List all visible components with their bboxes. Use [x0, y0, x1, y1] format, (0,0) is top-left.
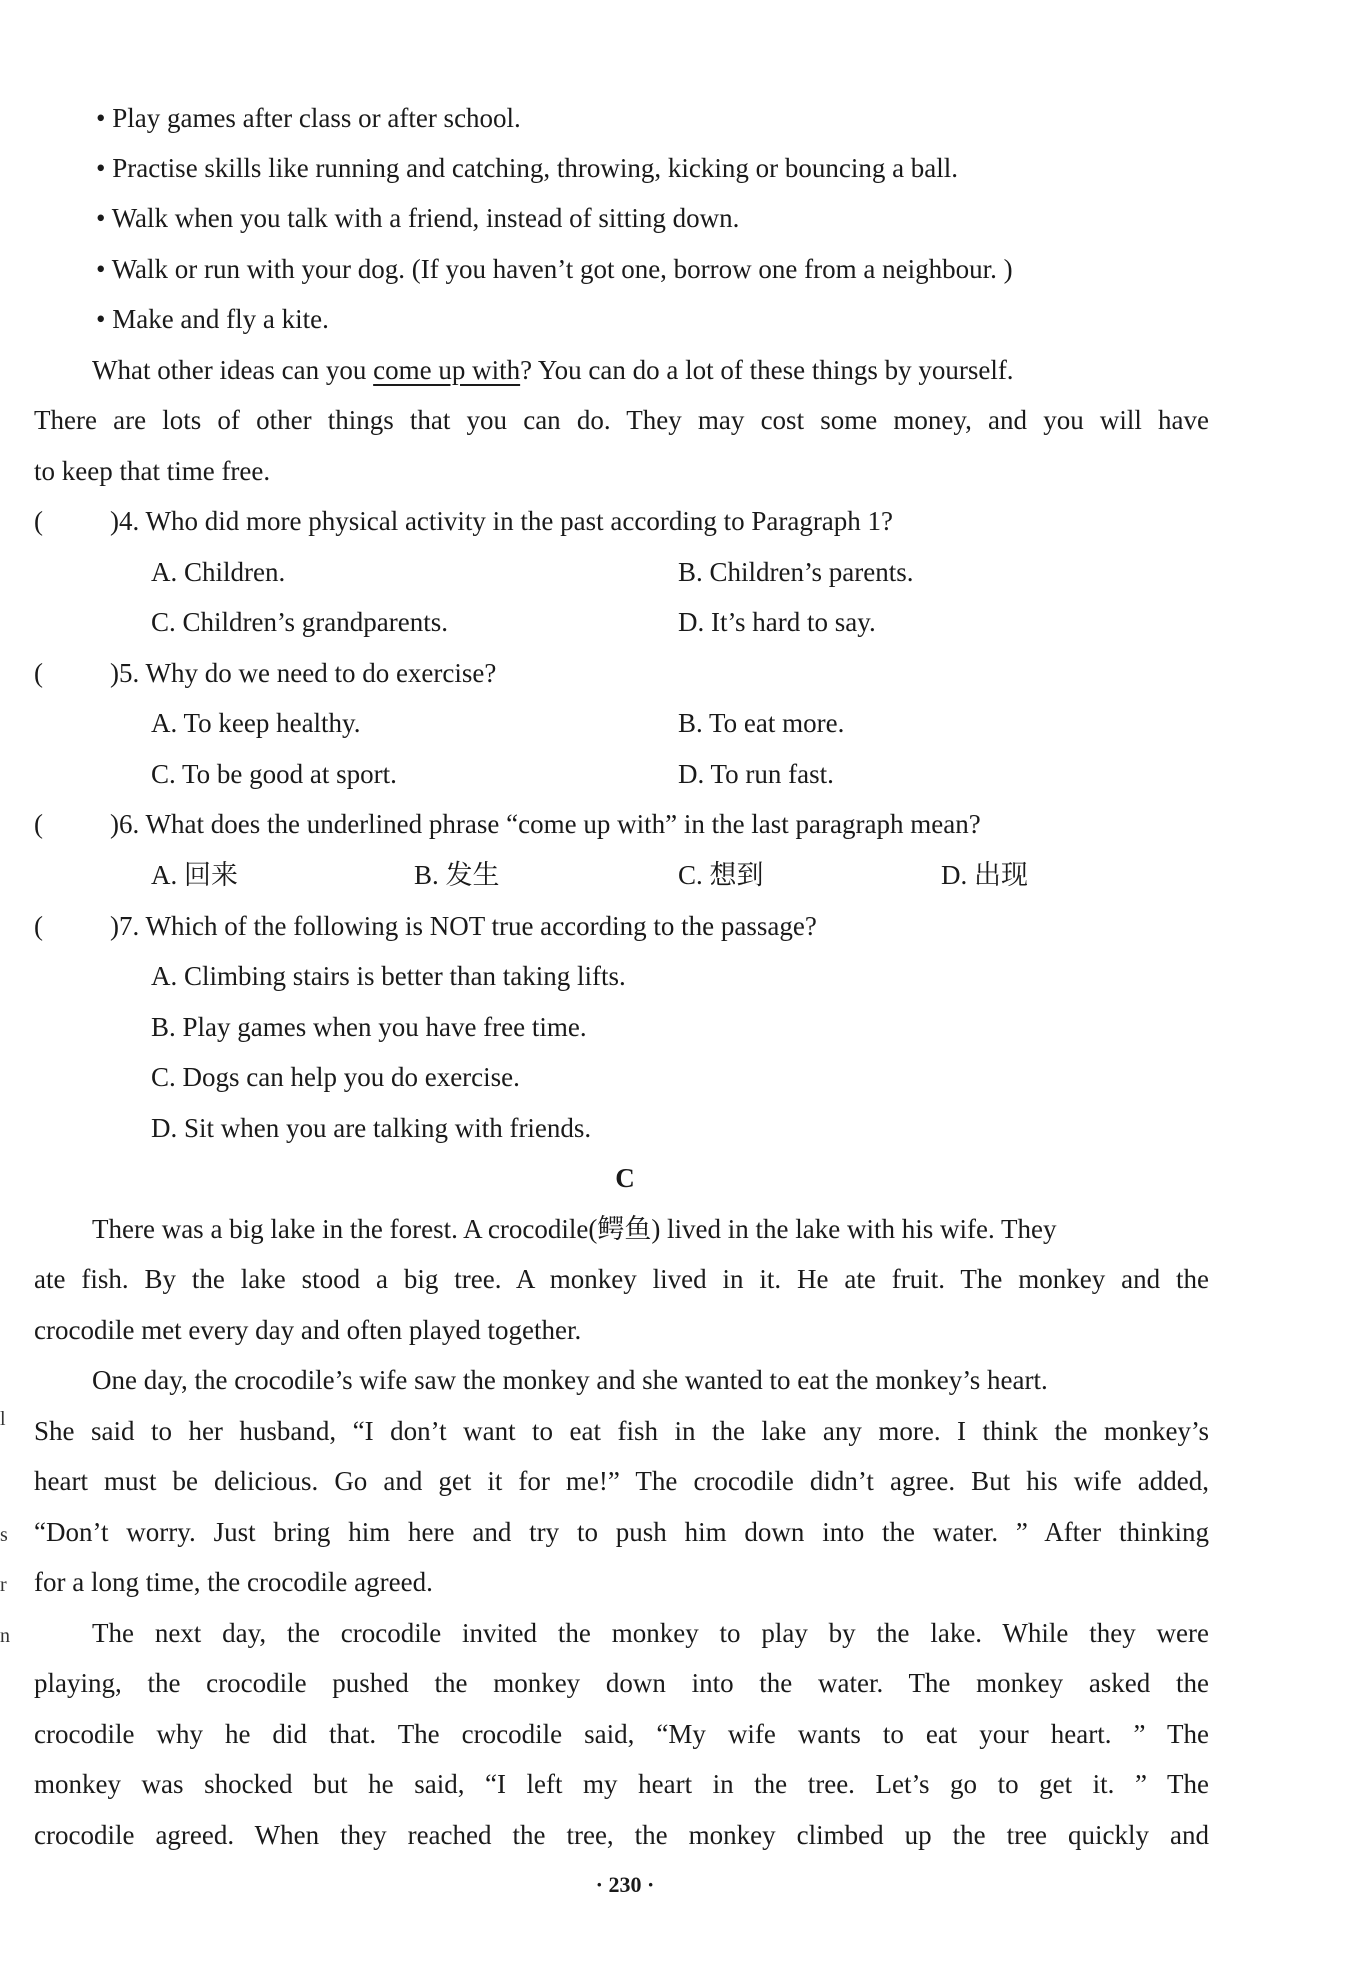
question-option: C. 想到 [678, 860, 764, 890]
paragraph-line: She said to her husband, “I don’t want to eat fish in the lake any more. I think the monkey’s [34, 1416, 1209, 1446]
section-heading: C [615, 1163, 635, 1193]
question-option: D. To run fast. [678, 759, 834, 789]
paragraph-line: “Don’t worry. Just bring him here and try to push him down into the water. ” After thinking [34, 1517, 1209, 1547]
question-option: C. Children’s grandparents. [151, 607, 448, 637]
question-option: A. To keep healthy. [151, 708, 361, 738]
paragraph-line: playing, the crocodile pushed the monkey down into the water. The monkey asked the [34, 1668, 1209, 1698]
paragraph-line: monkey was shocked but he said, “I left my heart in the tree. Let’s go to get it. ” The [34, 1769, 1209, 1799]
bullet-item: • Play games after class or after school. [96, 103, 521, 133]
question-option: B. To eat more. [678, 708, 845, 738]
paragraph-line: crocodile met every day and often played together. [34, 1315, 582, 1345]
margin-mark: n [0, 1625, 10, 1647]
question-option: B. 发生 [414, 860, 500, 890]
paragraph-line: heart must be delicious. Go and get it for me!” The crocodile didn’t agree. But his wife added, [34, 1466, 1209, 1496]
question-stem: )6. What does the underlined phrase “come up with” in the last paragraph mean? [110, 809, 981, 839]
question-option: B. Play games when you have free time. [151, 1012, 587, 1042]
question-option: C. Dogs can help you do exercise. [151, 1062, 520, 1092]
paragraph-line: One day, the crocodile’s wife saw the monkey and she wanted to eat the monkey’s heart. [92, 1365, 1048, 1395]
question-option: A. Children. [151, 557, 286, 587]
question-option: D. It’s hard to say. [678, 607, 876, 637]
question-stem: )5. Why do we need to do exercise? [110, 658, 497, 688]
bullet-item: • Walk when you talk with a friend, instead of sitting down. [96, 203, 740, 233]
bullet-item: • Practise skills like running and catching, throwing, kicking or bouncing a ball. [96, 153, 959, 183]
paragraph-line: What other ideas can you come up with? You can do a lot of these things by yourself. [92, 355, 1014, 385]
paragraph-line: There was a big lake in the forest. A crocodile(鳄鱼) lived in the lake with his wife. They [92, 1214, 1057, 1244]
answer-bracket: ( [34, 809, 43, 839]
margin-mark: s [0, 1524, 8, 1546]
question-option: D. 出现 [941, 860, 1028, 890]
paragraph-line: to keep that time free. [34, 456, 271, 486]
paragraph-line: ate fish. By the lake stood a big tree. A monkey lived in it. He ate fruit. The monkey and the [34, 1264, 1209, 1294]
question-option: C. To be good at sport. [151, 759, 397, 789]
underlined-phrase: come up with [373, 355, 521, 385]
question-option: A. 回来 [151, 860, 238, 890]
paragraph-line: crocodile agreed. When they reached the tree, the monkey climbed up the tree quickly and [34, 1820, 1209, 1850]
question-option: B. Children’s parents. [678, 557, 914, 587]
bullet-item: • Make and fly a kite. [96, 304, 329, 334]
bullet-item: • Walk or run with your dog. (If you haven’t got one, borrow one from a neighbour. ) [96, 254, 1013, 284]
margin-mark: l [0, 1408, 6, 1430]
paragraph-line: for a long time, the crocodile agreed. [34, 1567, 433, 1597]
question-stem: )4. Who did more physical activity in the past according to Paragraph 1? [110, 506, 894, 536]
answer-bracket: ( [34, 506, 43, 536]
paragraph-line: crocodile why he did that. The crocodile said, “My wife wants to eat your heart. ” The [34, 1719, 1209, 1749]
paragraph-line: There are lots of other things that you can do. They may cost some money, and you will have [34, 405, 1209, 435]
question-stem: )7. Which of the following is NOT true according to the passage? [110, 911, 817, 941]
question-option: D. Sit when you are talking with friends. [151, 1113, 592, 1143]
answer-bracket: ( [34, 911, 43, 941]
margin-mark: r [0, 1574, 7, 1596]
page-number: · 230 · [595, 1872, 655, 1897]
answer-bracket: ( [34, 658, 43, 688]
paragraph-line: The next day, the crocodile invited the monkey to play by the lake. While they were [92, 1618, 1209, 1648]
question-option: A. Climbing stairs is better than taking lifts. [151, 961, 626, 991]
